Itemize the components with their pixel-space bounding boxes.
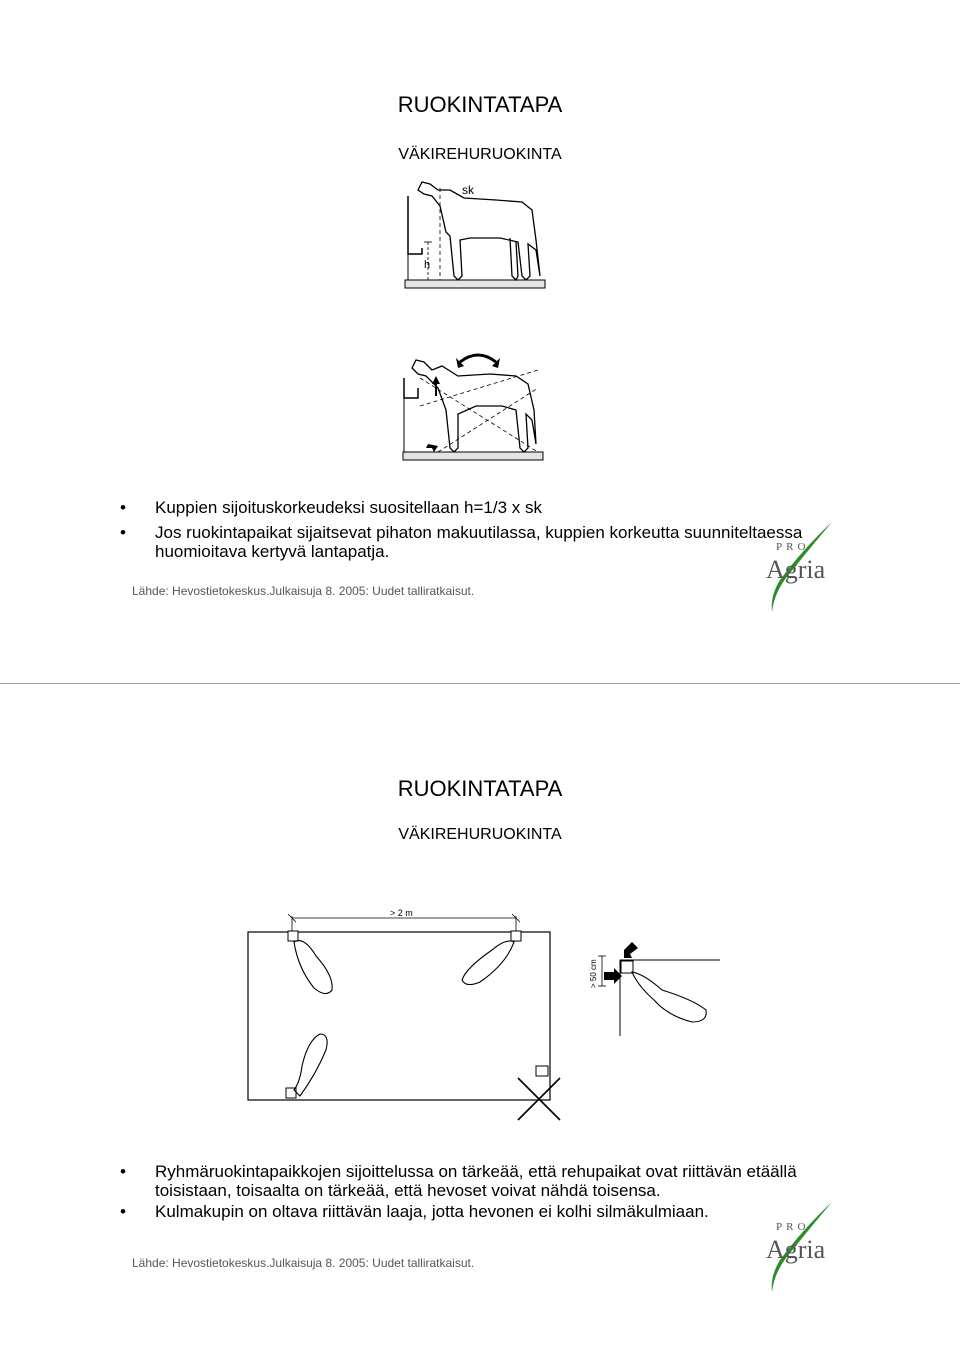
bullet-list bbox=[120, 1162, 840, 1227]
logo-pro-text: PRO bbox=[776, 1221, 810, 1233]
source-note: Lähde: Hevostietokeskus.Julkaisuja 8. 2005: Uudet talliratkaisut. bbox=[132, 584, 475, 598]
label-distance: > 2 m bbox=[390, 908, 413, 918]
logo-pro-text: PRO bbox=[776, 541, 810, 553]
logo-agria-text: Agria bbox=[766, 555, 826, 584]
bullet-list bbox=[120, 498, 840, 567]
proagria-logo bbox=[752, 520, 842, 615]
slide-2 bbox=[0, 684, 960, 1367]
logo-agria-text: Agria bbox=[766, 1235, 826, 1264]
bullet-item: • Kulmakupin on oltava riittävän laaja, jotta hevonen ei kolhi silmäkulmiaan. bbox=[120, 1202, 840, 1221]
slide-subtitle: VÄKIREHURUOKINTA bbox=[398, 146, 562, 163]
slide-title: RUOKINTATAPA bbox=[397, 776, 563, 801]
label-h: h bbox=[424, 259, 431, 271]
label-sk: sk bbox=[462, 183, 474, 197]
label-corner-distance: > 50 cm bbox=[589, 959, 598, 988]
source-note: Lähde: Hevostietokeskus.Julkaisuja 8. 2005: Uudet talliratkaisut. bbox=[132, 1256, 475, 1270]
bullet-item: • Kuppien sijoituskorkeudeksi suositellaan h=1/3 x sk bbox=[120, 498, 840, 517]
corner-feeder-diagram bbox=[584, 940, 720, 1036]
horse-feeder-height-diagram bbox=[400, 176, 550, 291]
horse-posture-diagram bbox=[398, 348, 548, 466]
slide-1 bbox=[0, 0, 960, 683]
slide-title: RUOKINTATAPA bbox=[397, 92, 563, 117]
bullet-item: • Ryhmäruokintapaikkojen sijoittelussa on tärkeää, että rehupaikat ovat riittävän etäällä toisistaan, toisaalta on tärkeää, että hevoset voivat nähdä toisensa. bbox=[120, 1162, 840, 1200]
pen-layout-diagram bbox=[244, 906, 562, 1128]
proagria-logo bbox=[752, 1200, 842, 1295]
bullet-item: • Jos ruokintapaikat sijaitsevat pihaton makuutilassa, kuppien korkeutta suunniteltaessa huomioitava kertyvä lantapatja. bbox=[120, 523, 840, 561]
slide-subtitle: VÄKIREHURUOKINTA bbox=[398, 826, 562, 843]
